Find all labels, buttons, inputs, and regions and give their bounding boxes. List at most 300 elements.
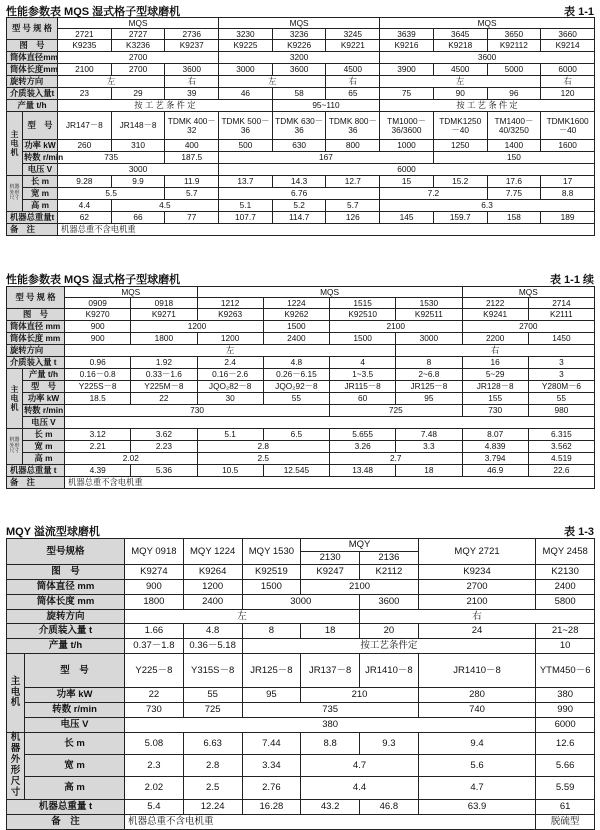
t3-power: 95 — [242, 688, 301, 703]
t2-dim-h: 2.7 — [330, 453, 463, 465]
t2-output: 5~29 — [462, 369, 528, 381]
t2-drawing: K9262 — [263, 309, 329, 321]
t2-model: 1515 — [330, 298, 396, 309]
t1-load: 75 — [380, 88, 434, 100]
t1-load: 58 — [272, 88, 326, 100]
t1-voltage-label: 电压 V — [23, 164, 58, 176]
t2-note-label: 备 注 — [7, 477, 65, 489]
t1-power: 1250 — [433, 140, 487, 152]
t3-mqy-group: MQY — [301, 539, 419, 552]
t2-drawing-label: 图 号 — [7, 309, 65, 321]
t1-load: 23 — [58, 88, 112, 100]
t1-motor-model: JR148－8 — [111, 112, 165, 140]
t1-length-label: 筒体长度mm — [7, 64, 58, 76]
t1-weight: 66 — [111, 212, 165, 224]
t1-drawing-label: 图 号 — [7, 40, 58, 52]
t1-power: 800 — [326, 140, 380, 152]
t3-dim-l: 5.08 — [125, 733, 184, 755]
t2-output: 2~6.8 — [396, 369, 462, 381]
t3-weight: 16.28 — [242, 799, 301, 814]
t2-dim-h: 3.794 — [462, 453, 528, 465]
t2-voltage-label: 电压 V — [23, 417, 65, 429]
t3-drawing: K92519 — [242, 565, 301, 580]
t1-drawing: K9237 — [165, 40, 219, 52]
t1-note-label: 备 注 — [7, 224, 58, 236]
t1-dim-w: 8.8 — [541, 188, 595, 200]
t2-dims-label: 机器外形尺寸 — [7, 429, 23, 465]
t1-load: 90 — [433, 88, 487, 100]
t3-drawing: K9264 — [183, 565, 242, 580]
t3-model: MQY 2458 — [536, 539, 595, 565]
t2-power-label: 功率 kW — [23, 393, 65, 405]
t2-dim-l: 6.5 — [263, 429, 329, 441]
t1-weight: 159.7 — [433, 212, 487, 224]
t2-dim-l: 7.48 — [396, 429, 462, 441]
t2-load: 16 — [462, 357, 528, 369]
t2-dim-w: 3.562 — [528, 441, 594, 453]
t1-power: 500 — [219, 140, 273, 152]
t2-speed: 725 — [330, 405, 463, 417]
t3-load: 18 — [301, 624, 360, 639]
t3-power: 210 — [301, 688, 419, 703]
t3-diameter: 2100 — [301, 580, 419, 595]
t2-drawing: K92510 — [330, 309, 396, 321]
t2-drawing: K9263 — [197, 309, 263, 321]
t1-motor-model: TDMK 500－36 — [219, 112, 273, 140]
t1-length: 2700 — [111, 64, 165, 76]
t3-weight: 61 — [536, 799, 595, 814]
t3-motor-model: JR1410－8 — [360, 654, 419, 688]
t3-weight: 5.4 — [125, 799, 184, 814]
t2-motor-model: Y280M－6 — [528, 381, 594, 393]
t2-motor-model-label: 型 号 — [23, 381, 65, 393]
t3-dim-l: 6.63 — [183, 733, 242, 755]
t2-load: 8 — [396, 357, 462, 369]
t1-diameter-label: 筒体直径mm — [7, 52, 58, 64]
t3-output: 10 — [536, 639, 595, 654]
t3-voltage: 6000 — [536, 718, 595, 733]
t3-diameter: 2700 — [418, 580, 536, 595]
t1-power: 310 — [111, 140, 165, 152]
t1-dim-l: 14.3 — [272, 176, 326, 188]
t2-motor-model: Y225M－8 — [131, 381, 197, 393]
table2 — [6, 286, 595, 489]
t3-dim-h: 2.02 — [125, 777, 184, 799]
t3-drawing: K2130 — [536, 565, 595, 580]
t1-weight: 145 — [380, 212, 434, 224]
t3-dim-l: 9.3 — [360, 733, 419, 755]
t2-model-label: 型 号 规 格 — [7, 287, 65, 309]
t1-length: 4500 — [433, 64, 487, 76]
t2-motor-model: JQO₂82－8 — [197, 381, 263, 393]
t1-model: 3645 — [433, 29, 487, 40]
t3-dim-l: 9.4 — [418, 733, 536, 755]
t1-dim-h-label: 高 m — [23, 200, 58, 212]
t1-length: 2100 — [58, 64, 112, 76]
t3-drawing: K9234 — [418, 565, 536, 580]
t2-dim-l: 8.07 — [462, 429, 528, 441]
t1-power: 1000 — [380, 140, 434, 152]
t2-speed: 730 — [462, 405, 528, 417]
t1-rotation: 右 — [541, 76, 595, 88]
t2-diameter: 1200 — [131, 321, 264, 333]
t2-dim-w: 2.21 — [65, 441, 131, 453]
t3-length: 2400 — [183, 595, 242, 610]
table3 — [6, 538, 595, 830]
t2-length: 1500 — [330, 333, 396, 345]
t3-power: 280 — [418, 688, 536, 703]
t1-mqs-group: MQS — [219, 18, 380, 29]
t2-power: 95 — [396, 393, 462, 405]
t3-dim-l: 8.8 — [301, 733, 360, 755]
t2-model: 1212 — [197, 298, 263, 309]
t3-dim-h-label: 高 m — [25, 777, 125, 799]
t2-drawing: K9270 — [65, 309, 131, 321]
t1-dims-label: 机器外形尺寸 — [7, 176, 23, 212]
t3-power: 55 — [183, 688, 242, 703]
t3-motor-model: JR1410－8 — [418, 654, 536, 688]
t2-rotation: 左 — [65, 345, 396, 357]
t1-model: 3660 — [541, 29, 595, 40]
t1-weight: 158 — [487, 212, 541, 224]
t1-dim-h: 4.4 — [58, 200, 112, 212]
t1-motor-model: TDMK1250 －40 — [433, 112, 487, 140]
t1-dim-l: 15.2 — [433, 176, 487, 188]
t1-drawing: K9218 — [433, 40, 487, 52]
t3-output-label: 产量 t/h — [7, 639, 125, 654]
t1-dim-l: 15 — [380, 176, 434, 188]
t2-mqs-group: MQS — [197, 287, 462, 298]
t3-weight: 12.24 — [183, 799, 242, 814]
t2-power: 18.5 — [65, 393, 131, 405]
t2-weight: 10.5 — [197, 465, 263, 477]
t1-weight: 107.7 — [219, 212, 273, 224]
t3-drawing: K9247 — [301, 565, 360, 580]
t3-motor-label: 主电机 — [7, 654, 25, 733]
t2-dim-h-label: 高 m — [23, 453, 65, 465]
t3-voltage-label: 电压 V — [25, 718, 125, 733]
t2-model: 1530 — [396, 298, 462, 309]
t1-model: 2727 — [111, 29, 165, 40]
t1-drawing: K9226 — [272, 40, 326, 52]
t1-model: 3230 — [219, 29, 273, 40]
t1-load: 65 — [326, 88, 380, 100]
t2-dim-l: 6.315 — [528, 429, 594, 441]
t1-speed: 735 — [58, 152, 165, 164]
t2-dim-w: 3.3 — [396, 441, 462, 453]
t1-length: 3000 — [219, 64, 273, 76]
t1-weight: 126 — [326, 212, 380, 224]
t1-load: 39 — [165, 88, 219, 100]
t2-diameter-label: 筒体直径 mm — [7, 321, 65, 333]
t2-power: 55 — [263, 393, 329, 405]
t1-drawing: K9216 — [380, 40, 434, 52]
t2-model: 1224 — [263, 298, 329, 309]
t3-rotation-label: 旋转方向 — [7, 610, 125, 624]
t1-rotation: 右 — [165, 76, 219, 88]
t1-dim-w: 5.5 — [58, 188, 165, 200]
t2-dim-l: 3.12 — [65, 429, 131, 441]
t3-load: 4.8 — [183, 624, 242, 639]
t1-power: 260 — [58, 140, 112, 152]
t3-load: 8 — [242, 624, 301, 639]
t2-weight: 22.6 — [528, 465, 594, 477]
t1-output: 95~110 — [272, 100, 379, 112]
t2-load: 0.96 — [65, 357, 131, 369]
t2-dim-w: 2.23 — [131, 441, 197, 453]
t2-length: 1450 — [528, 333, 594, 345]
t2-drawing: K9271 — [131, 309, 197, 321]
t3-dim-h: 5.59 — [536, 777, 595, 799]
table3-title: MQY 溢流型球磨机 — [6, 526, 100, 538]
t3-motor-model: Y225－8 — [125, 654, 184, 688]
table1 — [6, 17, 595, 236]
t3-load: 21~28 — [536, 624, 595, 639]
t3-length: 3000 — [242, 595, 360, 610]
t2-model: 0918 — [131, 298, 197, 309]
t3-speed: 735 — [242, 703, 418, 718]
t1-dim-w: 7.75 — [487, 188, 541, 200]
t1-diameter: 3200 — [219, 52, 380, 64]
t2-motor-model: JR128－8 — [462, 381, 528, 393]
t3-load-label: 介质装入量 t — [7, 624, 125, 639]
table2-number: 表 1-1 续 — [549, 274, 594, 286]
t3-power: 380 — [536, 688, 595, 703]
t1-rotation: 左 — [380, 76, 541, 88]
t3-drawing-label: 图 号 — [7, 565, 125, 580]
t2-dim-l: 3.62 — [131, 429, 197, 441]
t3-rotation: 左 — [125, 610, 360, 624]
t2-weight: 46.9 — [462, 465, 528, 477]
t1-motor-model: TDMK 630－36 — [272, 112, 326, 140]
t1-mqs-group: MQS — [58, 18, 219, 29]
t2-dim-h: 2.02 — [65, 453, 198, 465]
t3-dim-l: 7.44 — [242, 733, 301, 755]
t1-model: 3639 — [380, 29, 434, 40]
t2-rotation-label: 旋转方向 — [7, 345, 65, 357]
t2-power: 60 — [330, 393, 396, 405]
t1-weight: 77 — [165, 212, 219, 224]
t2-load-label: 介质装入量 t — [7, 357, 65, 369]
t2-weight-label: 机器总重量 t — [7, 465, 65, 477]
t1-dim-h: 5.1 — [219, 200, 273, 212]
t2-speed: 980 — [528, 405, 594, 417]
t1-output: 按 工 艺 条 件 定 — [380, 100, 595, 112]
t1-power: 630 — [272, 140, 326, 152]
t1-dim-l: 17 — [541, 176, 595, 188]
t2-speed-label: 转数 r/min — [24, 405, 64, 416]
t3-drawing: K9274 — [125, 565, 184, 580]
t2-output: 0.16－2.6 — [197, 369, 263, 381]
t1-speed: 187.5 — [165, 152, 219, 164]
t1-weight: 62 — [58, 212, 112, 224]
t1-load: 46 — [219, 88, 273, 100]
t3-dim-h: 2.76 — [242, 777, 301, 799]
t2-load: 2.4 — [197, 357, 263, 369]
t1-power-label: 功率 kW — [24, 140, 56, 151]
table3-number: 表 1-3 — [564, 526, 594, 538]
t2-diameter: 1500 — [263, 321, 329, 333]
t3-dim-l-label: 长 m — [25, 733, 125, 755]
t2-weight: 5.36 — [131, 465, 197, 477]
t1-voltage: 3000 — [58, 164, 219, 176]
t1-dim-w: 5.7 — [165, 188, 219, 200]
t3-load: 24 — [418, 624, 536, 639]
t1-dim-w-label: 宽 m — [23, 188, 58, 200]
t3-weight: 63.9 — [418, 799, 536, 814]
t1-model: 3650 — [487, 29, 541, 40]
t3-load: 1.66 — [125, 624, 184, 639]
t1-power: 1400 — [487, 140, 541, 152]
t1-load: 96 — [487, 88, 541, 100]
t1-motor-model: TDMK 400－32 — [165, 112, 219, 140]
t3-output: 按工艺条件定 — [242, 639, 536, 654]
t1-voltage: 6000 — [219, 164, 595, 176]
t2-length: 2200 — [462, 333, 528, 345]
table1-titlebar — [6, 2, 594, 18]
t1-load-label: 介质装入量t — [7, 88, 58, 100]
t1-rotation-label: 旋转方向 — [7, 76, 58, 88]
t1-dim-l: 12.7 — [326, 176, 380, 188]
t2-output: 3 — [528, 369, 594, 381]
t3-dims-label: 机器外形尺寸 — [7, 733, 25, 800]
t2-diameter: 900 — [65, 321, 131, 333]
t1-dim-l: 13.7 — [219, 176, 273, 188]
t1-length: 6000 — [541, 64, 595, 76]
t1-note: 机器总重不含电机重 — [58, 224, 595, 236]
t1-dim-h: 4.5 — [111, 200, 218, 212]
t1-weight: 114.7 — [272, 212, 326, 224]
t1-drawing: K92112 — [487, 40, 541, 52]
t2-mqs-group: MQS — [462, 287, 595, 298]
t3-drawing: K2112 — [360, 565, 419, 580]
t3-model-label: 型号规格 — [7, 539, 125, 565]
t3-voltage: 380 — [125, 718, 536, 733]
table1-number: 表 1-1 — [564, 6, 594, 18]
t3-motor-model: JR125－8 — [242, 654, 301, 688]
t1-length: 4500 — [326, 64, 380, 76]
t3-length: 3600 — [360, 595, 419, 610]
t1-dim-h: 5.2 — [272, 200, 326, 212]
t1-output: 按 工 艺 条 件 定 — [58, 100, 273, 112]
t2-dim-h: 4.519 — [528, 453, 594, 465]
t3-diameter: 1500 — [242, 580, 301, 595]
t2-output: 0.16－0.8 — [65, 369, 131, 381]
t2-weight: 4.39 — [65, 465, 131, 477]
t2-power: 22 — [131, 393, 197, 405]
t3-diameter-label: 筒体直径 mm — [7, 580, 125, 595]
t2-diameter: 2100 — [330, 321, 463, 333]
t2-length: 1800 — [131, 333, 197, 345]
t2-length-label: 筒体长度 mm — [7, 333, 65, 345]
t2-motor-label: 主电机 — [7, 369, 23, 429]
t3-model: MQY 1224 — [183, 539, 242, 565]
t1-mqs-group: MQS — [380, 18, 595, 29]
t1-motor-label: 主电机 — [7, 112, 23, 176]
t1-motor-model: TDMK1600 －40 — [541, 112, 595, 140]
t1-dim-l: 9.9 — [111, 176, 165, 188]
t1-weight: 189 — [541, 212, 595, 224]
t1-load: 29 — [111, 88, 165, 100]
t3-power: 22 — [125, 688, 184, 703]
t1-weight-label: 机器总重量t — [7, 212, 58, 224]
t1-speed: 150 — [433, 152, 594, 164]
t3-dim-w: 3.34 — [242, 755, 301, 777]
t3-model: 2130 — [301, 552, 360, 565]
t2-weight: 18 — [396, 465, 462, 477]
t3-speed-label: 转数 r/min — [25, 703, 125, 718]
t1-length: 5000 — [487, 64, 541, 76]
t1-drawing: K9225 — [219, 40, 273, 52]
t1-model-label: 型 号 规 格 — [7, 18, 58, 40]
t3-dim-w: 5.6 — [418, 755, 536, 777]
t3-length: 5800 — [536, 595, 595, 610]
t2-load: 4 — [330, 357, 396, 369]
t1-model: 2721 — [58, 29, 112, 40]
t1-motor-model: TDMK 800－36 — [326, 112, 380, 140]
t3-motor-model: Y315S－8 — [183, 654, 242, 688]
t1-drawing: K9235 — [58, 40, 112, 52]
t1-model: 2736 — [165, 29, 219, 40]
t3-dim-w: 2.3 — [125, 755, 184, 777]
t2-drawing: K92511 — [396, 309, 462, 321]
t2-length: 1200 — [197, 333, 263, 345]
t1-drawing: K3236 — [111, 40, 165, 52]
t3-dim-l: 12.6 — [536, 733, 595, 755]
t3-dim-w: 2.8 — [183, 755, 242, 777]
t3-load: 20 — [360, 624, 419, 639]
t1-speed-label: 转数 r/min — [24, 152, 64, 163]
t3-motor-model: YTM450－6 — [536, 654, 595, 688]
t2-note: 机器总重不含电机重 — [65, 477, 595, 489]
t3-length: 2100 — [418, 595, 536, 610]
t2-load: 1.92 — [131, 357, 197, 369]
t1-motor-model-label: 型 号 — [23, 112, 58, 140]
t3-dim-w-label: 宽 m — [25, 755, 125, 777]
table2-titlebar — [6, 270, 594, 286]
t3-dim-h: 4.7 — [418, 777, 536, 799]
t2-model: 2714 — [528, 298, 594, 309]
t2-length: 2400 — [263, 333, 329, 345]
t1-load: 120 — [541, 88, 595, 100]
t1-motor-model: JR147－8 — [58, 112, 112, 140]
t1-dim-l: 9.28 — [58, 176, 112, 188]
t2-dim-l-label: 长 m — [23, 429, 65, 441]
t3-diameter: 1200 — [183, 580, 242, 595]
t2-mqs-group: MQS — [65, 287, 198, 298]
t1-dim-h: 5.7 — [326, 200, 380, 212]
t3-speed: 725 — [183, 703, 242, 718]
t2-diameter: 2700 — [462, 321, 595, 333]
t2-drawing: K2111 — [528, 309, 594, 321]
t1-rotation: 左 — [219, 76, 326, 88]
t1-motor-model: TM1000－36/3600 — [380, 112, 434, 140]
t2-dim-h: 2.5 — [197, 453, 330, 465]
t1-length: 3600 — [165, 64, 219, 76]
t2-rotation: 右 — [396, 345, 595, 357]
t2-dim-w: 3.26 — [330, 441, 396, 453]
t3-rotation: 右 — [360, 610, 595, 624]
t3-model: MQY 1530 — [242, 539, 301, 565]
t1-model: 3236 — [272, 29, 326, 40]
t2-model: 2122 — [462, 298, 528, 309]
t3-dim-w: 4.7 — [301, 755, 419, 777]
t2-output: 0.33－1.6 — [131, 369, 197, 381]
t1-rotation: 右 — [326, 76, 380, 88]
t2-dim-w-label: 宽 m — [23, 441, 65, 453]
t2-length: 900 — [65, 333, 131, 345]
t1-dim-h: 6.3 — [380, 200, 595, 212]
